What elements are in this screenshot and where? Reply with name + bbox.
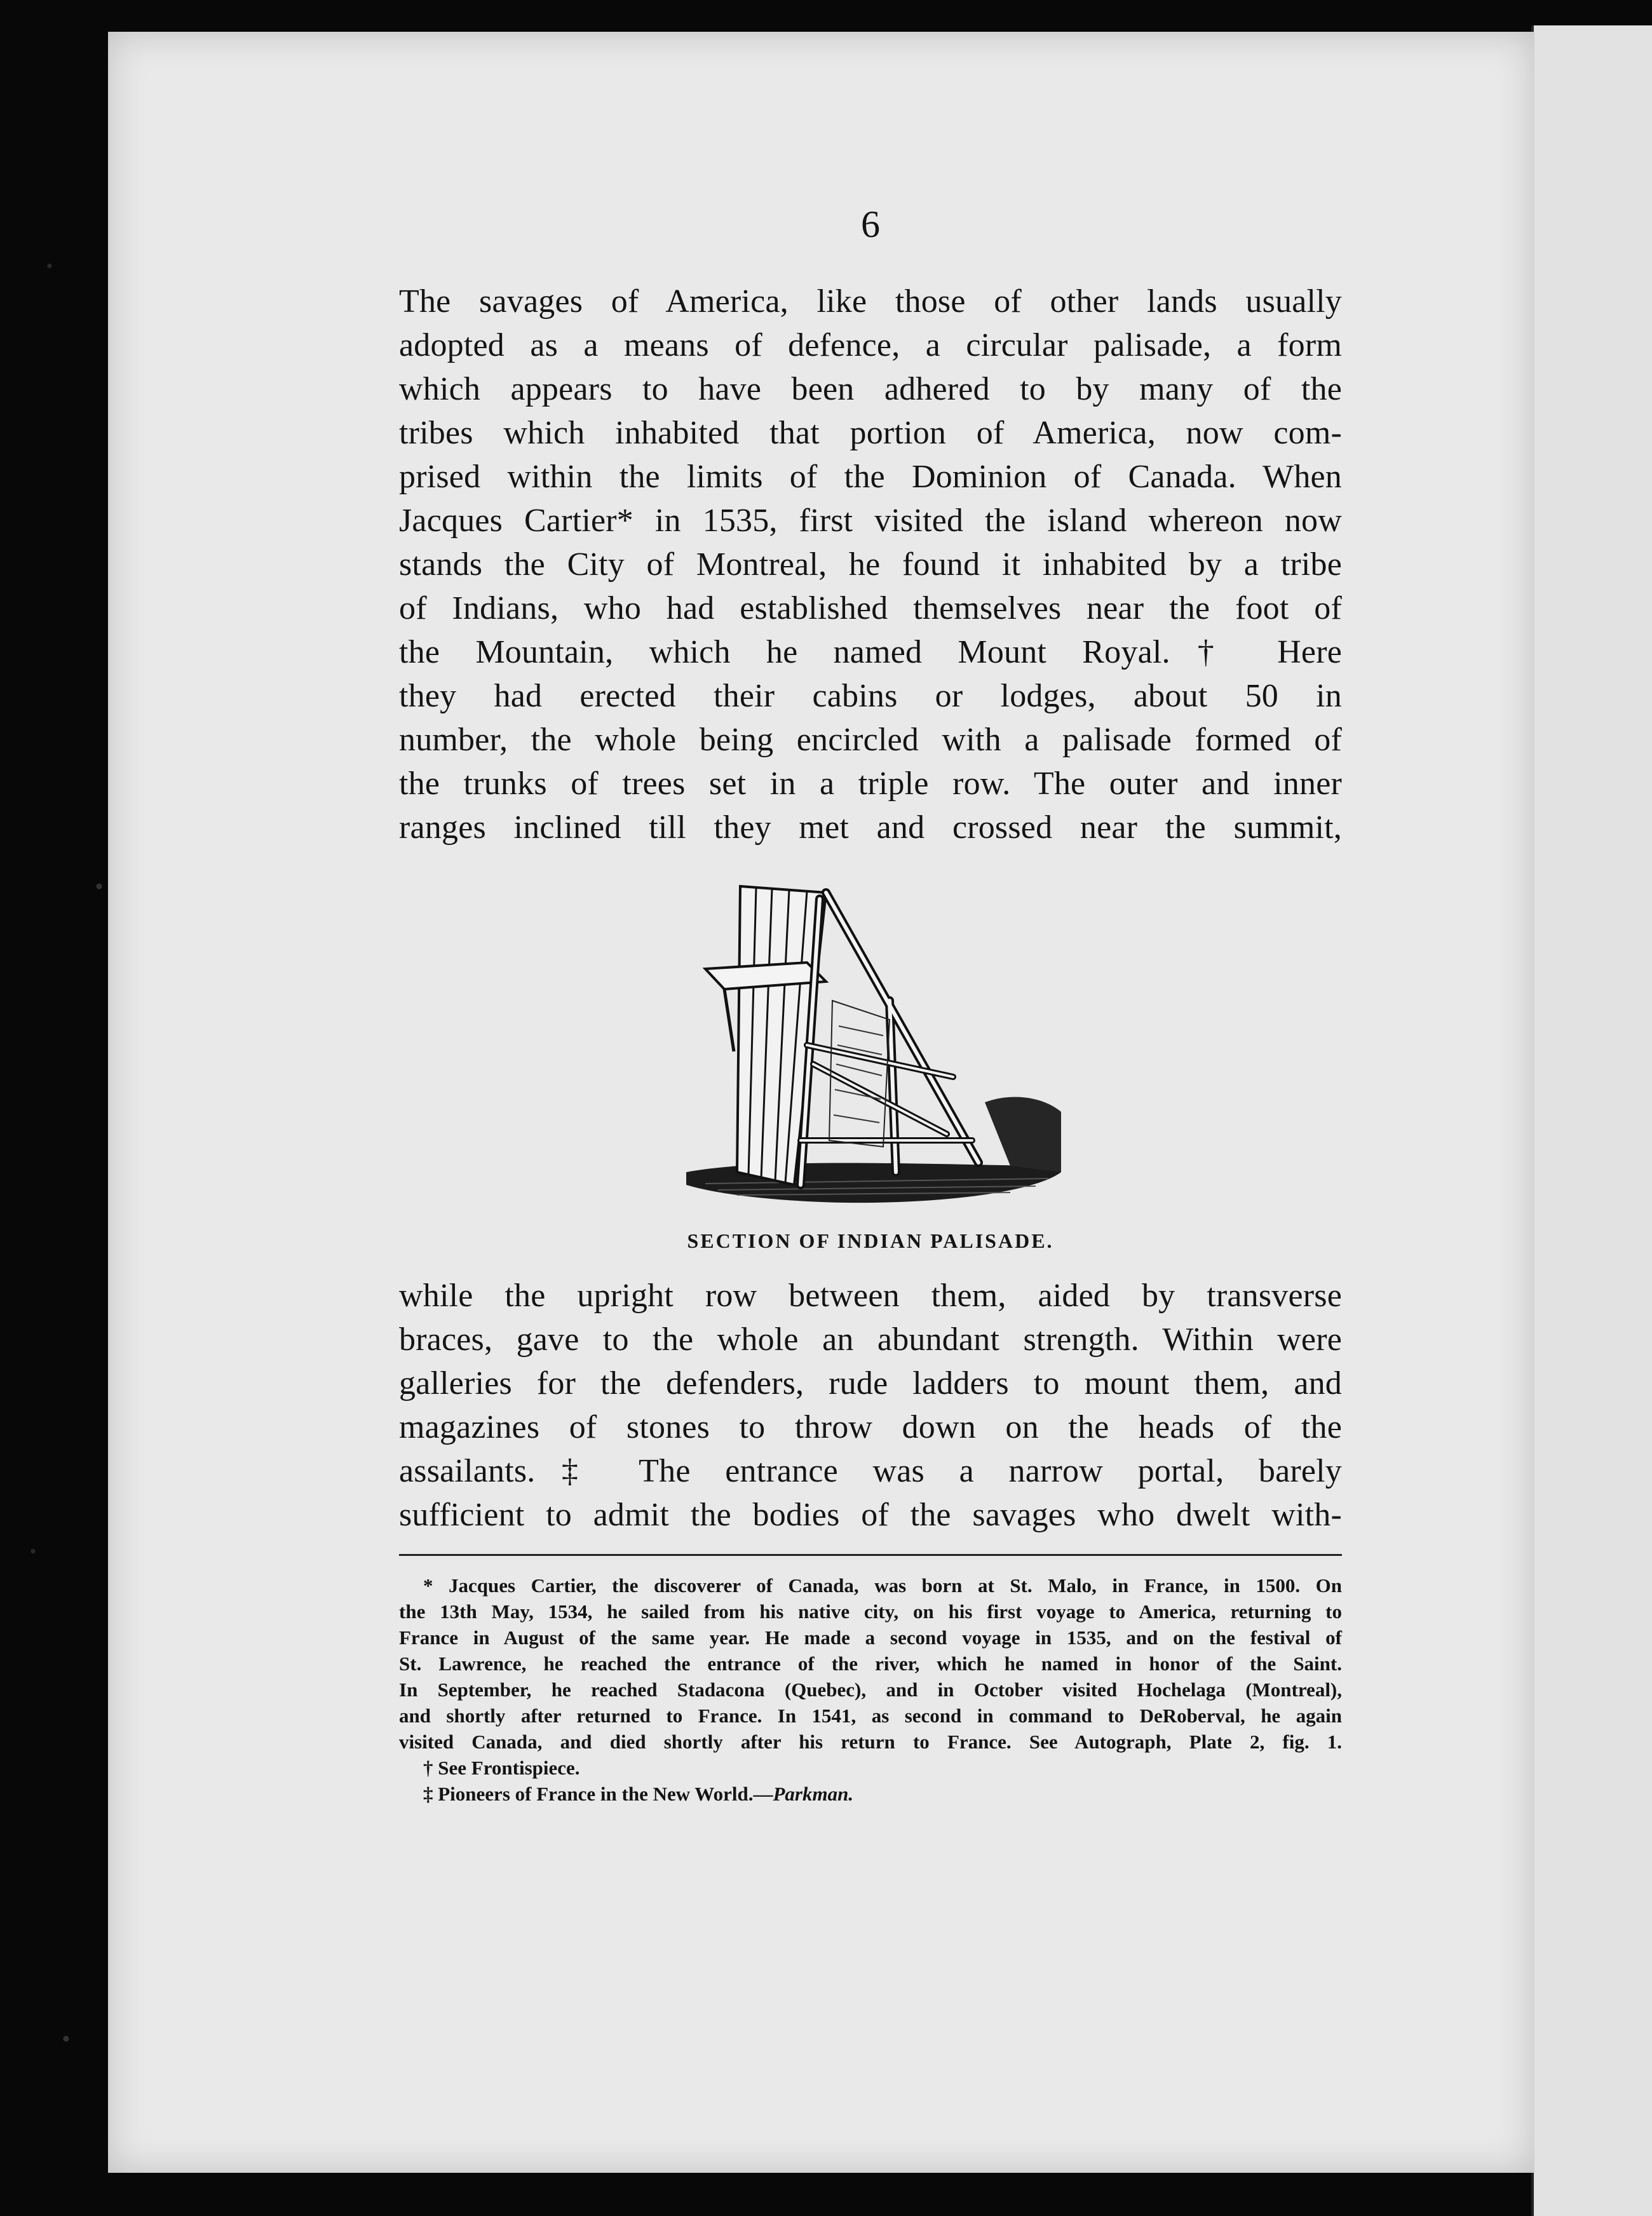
text-line: sufficient to admit the bodies of the savages who dwelt with- [399, 1497, 1342, 1533]
palisade-illustration [680, 874, 1067, 1217]
text-line: assailants.‡ The entrance was a narrow portal, barely [399, 1453, 1342, 1489]
text-line: ranges inclined till they met and crossed near the summit, [399, 809, 1342, 846]
footnote-line: the 13th May, 1534, he sailed from his native city, on his first voyage to America, returning to [399, 1600, 1342, 1623]
text-line: the trunks of trees set in a triple row. The outer and inner [399, 766, 1342, 802]
text-line: which appears to have been adhered to by many of the [399, 371, 1342, 407]
footnote-line: In September, he reached Stadacona (Quebec), and in October visited Hochelaga (Montreal), [399, 1679, 1342, 1701]
body-text-bottom [399, 1274, 1342, 1537]
text-line: adopted as a means of defence, a circular palisade, a form [399, 327, 1342, 363]
text-line: magazines of stones to throw down on the heads of the [399, 1409, 1342, 1445]
text-line: they had erected their cabins or lodges, about 50 in [399, 678, 1342, 714]
text-line: the Mountain, which he named Mount Royal.† Here [399, 634, 1342, 670]
text-line: The savages of America, like those of other lands usually [399, 283, 1342, 320]
footnote-line: and shortly after returned to France. In 1541, as second in command to DeRoberval, he again [399, 1705, 1342, 1727]
footnote-pioneers-text: ‡ Pioneers of France in the New World.— [423, 1783, 773, 1805]
text-line: prised within the limits of the Dominion of Canada. When [399, 459, 1342, 495]
body-text-top [399, 280, 1342, 849]
figure-caption: SECTION OF INDIAN PALISADE. [687, 1229, 1054, 1252]
footnote-divider [399, 1554, 1342, 1556]
footnote-pioneers [399, 1781, 1342, 1807]
footnote-line: France in August of the same year. He made a second voyage in 1535, and on the festival of [399, 1626, 1342, 1649]
footnotes [399, 1572, 1342, 1807]
text-line: Jacques Cartier* in 1535, first visited the island whereon now [399, 503, 1342, 539]
page-number: 6 [861, 203, 880, 245]
footnote-line: * Jacques Cartier, the discoverer of Canada, was born at St. Malo, in France, in 1500. On [423, 1574, 1342, 1597]
text-line: while the upright row between them, aided by transverse [399, 1278, 1342, 1314]
text-line: stands the City of Montreal, he found it inhabited by a tribe [399, 546, 1342, 583]
text-line: braces, gave to the whole an abundant strength. Within were [399, 1321, 1342, 1358]
text-line: number, the whole being encircled with a palisade formed of [399, 722, 1342, 758]
adjacent-page-edge [1531, 25, 1652, 2216]
footnote-frontispiece: † See Frontispiece. [423, 1757, 580, 1779]
footnote-line: St. Lawrence, he reached the entrance of the river, which he named in honor of the Saint. [399, 1652, 1342, 1675]
text-line: tribes which inhabited that portion of America, now com- [399, 415, 1342, 451]
footnote-pioneers-author: Parkman. [773, 1783, 854, 1805]
text-line: galleries for the defenders, rude ladders to mount them, and [399, 1365, 1342, 1402]
text-line: of Indians, who had established themselves near the foot of [399, 590, 1342, 626]
footnote-line: visited Canada, and died shortly after his return to France. See Autograph, Plate 2, fig. 1. [399, 1731, 1342, 1753]
